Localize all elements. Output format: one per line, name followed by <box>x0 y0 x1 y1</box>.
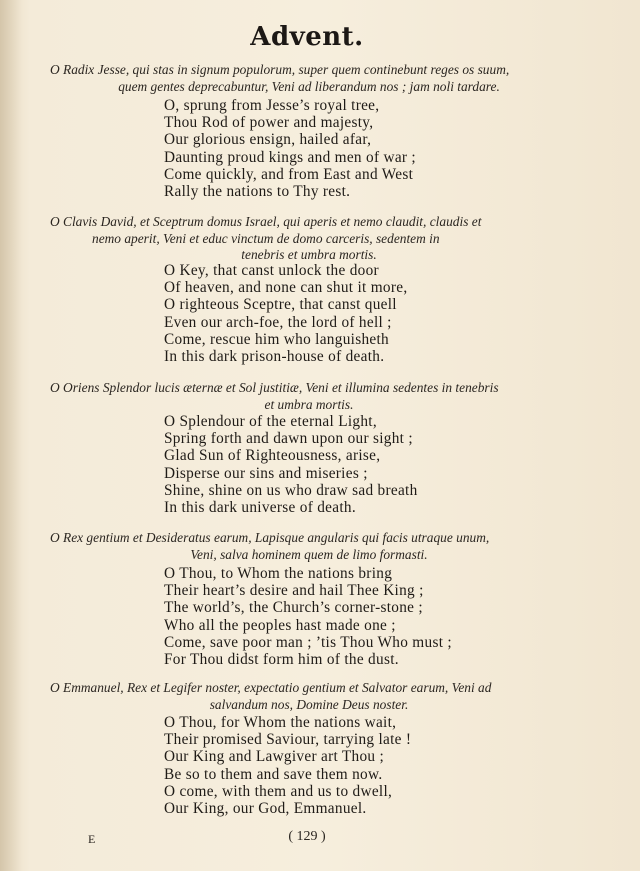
latin-line: O Oriens Splendor lucis æternæ et Sol justitiæ, Veni et illumina sedentes in tenebris <box>50 380 499 395</box>
verse-line: Even our arch-foe, the lord of hell ; <box>164 313 392 331</box>
antiphon-latin-5 <box>50 680 568 713</box>
verse-line: In this dark universe of death. <box>164 499 356 517</box>
verse-line: O Thou, for Whom the nations wait, <box>164 714 397 731</box>
verse-line: O come, with them and us to dwell, <box>164 782 393 800</box>
latin-line: O Clavis David, et Sceptrum domus Israel, qui aperis et nemo claudit, claudis et <box>50 214 482 229</box>
verse-line: For Thou didst form him of the dust. <box>164 651 399 669</box>
antiphon-verse-3 <box>164 413 524 516</box>
verse-line: O righteous Sceptre, that canst quell <box>164 296 397 314</box>
verse-line: Daunting proud kings and men of war ; <box>164 148 416 166</box>
antiphon-verse-1 <box>164 97 524 200</box>
verse-line: Rally the nations to Thy rest. <box>164 183 351 201</box>
verse-line: Our glorious ensign, hailed afar, <box>164 131 372 149</box>
latin-line: nemo aperit, Veni et educ vinctum de domo carceris, sedentem in <box>92 230 440 246</box>
verse-line: O, sprung from Jesse’s royal tree, <box>164 97 380 114</box>
latin-line: et umbra mortis. <box>264 396 354 412</box>
verse-line: Disperse our sins and miseries ; <box>164 464 368 482</box>
latin-line: tenebris et umbra mortis. <box>241 247 377 262</box>
antiphon-verse-2 <box>164 262 524 365</box>
verse-line: Come, save poor man ; ’tis Thou Who must ; <box>164 633 452 651</box>
latin-line: O Rex gentium et Desideratus earum, Lapisque angularis qui facis utraque unum, <box>50 530 490 545</box>
verse-line: O Key, that canst unlock the door <box>164 262 379 279</box>
antiphon-latin-4 <box>50 530 568 563</box>
verse-line: O Splendour of the eternal Light, <box>164 413 377 430</box>
latin-line: O Radix Jesse, qui stas in signum populorum, super quem continebunt reges os suum, <box>50 62 510 77</box>
verse-line: Be so to them and save them now. <box>164 765 383 783</box>
verse-line: Thou Rod of power and majesty, <box>164 114 374 132</box>
verse-line: Come quickly, and from East and West <box>164 165 414 183</box>
verse-line: Our King and Lawgiver art Thou ; <box>164 748 385 766</box>
antiphon-verse-5 <box>164 714 524 817</box>
latin-line: quem gentes deprecabuntur, Veni ad liberandum nos ; jam noli tardare. <box>118 78 500 94</box>
verse-line: Their promised Saviour, tarrying late ! <box>164 731 412 749</box>
latin-line: Veni, salva hominem quem de limo formasti. <box>190 546 428 562</box>
verse-line: In this dark prison-house of death. <box>164 348 385 366</box>
page-number: ( 129 ) <box>288 829 326 844</box>
verse-line: Their heart’s desire and hail Thee King ; <box>164 582 424 600</box>
verse-line: Of heaven, and none can shut it more, <box>164 279 408 297</box>
page-heading: Advent. <box>250 22 364 52</box>
verse-line: The world’s, the Church’s corner-stone ; <box>164 599 423 617</box>
verse-line: O Thou, to Whom the nations bring <box>164 565 393 582</box>
verse-line: Come, rescue him who languisheth <box>164 330 389 348</box>
latin-line: O Emmanuel, Rex et Legifer noster, expectatio gentium et Salvator earum, Veni ad <box>50 680 492 695</box>
latin-line: salvandum nos, Domine Deus noster. <box>209 696 409 712</box>
antiphon-verse-4 <box>164 565 524 668</box>
verse-line: Our King, our God, Emmanuel. <box>164 800 367 818</box>
signature-mark: E <box>88 832 96 846</box>
verse-line: Spring forth and dawn upon our sight ; <box>164 430 413 448</box>
verse-line: Who all the peoples hast made one ; <box>164 616 396 634</box>
verse-line: Glad Sun of Righteousness, arise, <box>164 447 381 465</box>
antiphon-latin-1 <box>50 62 568 95</box>
antiphon-latin-3 <box>50 380 568 413</box>
verse-line: Shine, shine on us who draw sad breath <box>164 481 418 499</box>
antiphon-latin-2 <box>50 214 568 264</box>
